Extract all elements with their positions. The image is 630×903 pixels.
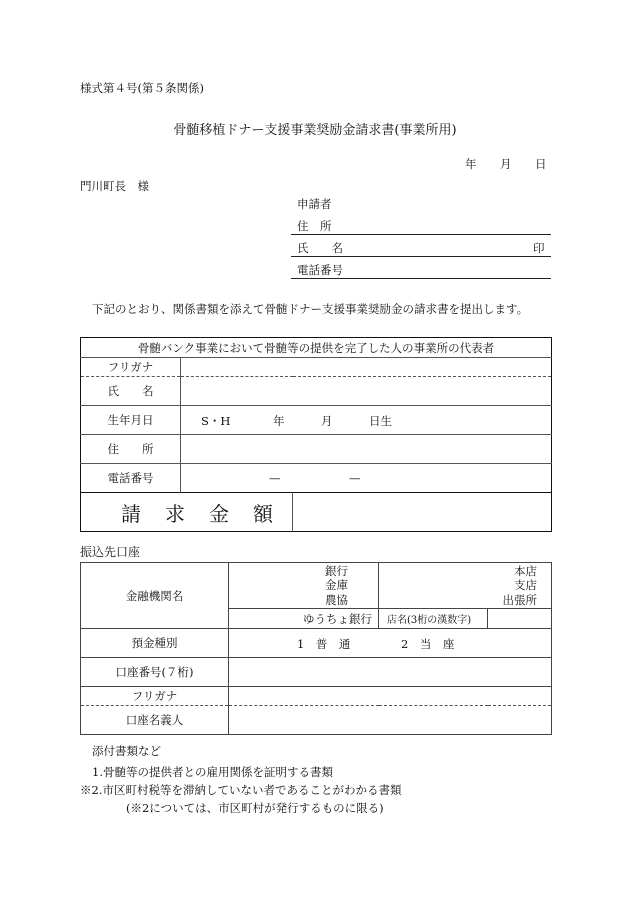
applicant-address-label: 住 所 [297,219,332,233]
phone-separator-1: — [269,471,281,485]
rep-birth-field[interactable] [181,406,552,435]
page-title: 骨髄移植ドナー支援事業奨励金請求書(事業所用) [173,123,457,138]
deposit-opt-ordinary[interactable]: 1 普 通 [297,637,351,651]
branch-branch: 支店 [514,578,537,593]
branch-type-field[interactable] [379,563,552,609]
attachment-item-1: 1.骨髄等の提供者との雇用関係を証明する書類 [92,765,333,779]
rep-phone-field[interactable] [181,464,552,493]
birth-month: 月 [321,414,333,428]
date-month: 月 [500,157,512,171]
birth-era: S・H [201,414,231,428]
body-text: 下記のとおり、関係書類を添えて骨髄ドナー支援事業奨励金の請求書を提出します。 [92,302,529,316]
birth-day: 日生 [369,414,392,428]
claim-amount-label: 請 求 金 額 [81,493,293,532]
bank-section-title: 振込先口座 [80,545,141,559]
date-day: 日 [535,157,547,171]
addressee: 門川町長 様 [80,179,149,193]
institution-label: 金融機関名 [81,563,229,629]
deposit-opt-current[interactable]: 2 当 座 [401,637,455,651]
rep-furigana-field[interactable] [181,358,552,377]
applicant-name-label: 氏 名 [297,241,343,255]
institution-type-field[interactable] [229,563,379,609]
applicant-name-line [291,256,551,257]
type-bank: 銀行 [325,563,348,578]
type-nokyo: 農協 [325,592,348,607]
account-holder-label: 口座名義人 [81,706,229,735]
type-shinkin: 金庫 [325,578,348,593]
form-number: 様式第４号(第５条関係) [80,81,204,95]
rep-furigana-label: フリガナ [81,358,181,377]
store-name-field[interactable] [488,609,552,629]
holder-furigana-label: フリガナ [81,687,229,706]
account-number-field[interactable] [229,658,552,687]
attachment-note: (※2については、市区町村が発行するものに限る) [126,801,384,815]
deposit-type-label: 預金種別 [81,629,229,658]
account-number-label: 口座番号(７桁) [81,658,229,687]
rep-name-field[interactable] [181,377,552,406]
date-year: 年 [465,157,477,171]
rep-address-label: 住 所 [81,435,181,464]
attachment-item-2: ※2.市区町村税等を滞納していない者であることがわかる書類 [80,783,402,797]
rep-table-header: 骨髄バンク事業において骨髄等の提供を完了した人の事業所の代表者 [137,340,495,355]
rep-birth-label: 生年月日 [81,406,181,435]
rep-address-field[interactable] [181,435,552,464]
bank-table [80,562,552,735]
phone-separator-2: — [349,471,361,485]
claim-amount-field[interactable] [293,493,552,532]
applicant-phone-line [291,278,551,279]
store-name-label: 店名(3桁の漢数字) [379,609,488,629]
rep-name-label: 氏 名 [81,377,181,406]
deposit-type-field[interactable] [229,629,552,658]
attachments-heading: 添付書類など [92,744,161,758]
applicant-address-line [291,234,551,235]
account-holder-field[interactable] [229,706,552,735]
holder-furigana-field[interactable] [229,687,552,706]
branch-head: 本店 [514,563,537,578]
birth-year: 年 [273,414,285,428]
applicant-phone-label: 電話番号 [297,263,343,277]
rep-phone-label: 電話番号 [81,464,181,493]
representative-table [80,337,552,532]
seal-mark: 印 [533,241,545,255]
applicant-heading: 申請者 [297,197,332,211]
branch-sub: 出張所 [502,592,537,607]
yucho-label: ゆうちょ銀行 [229,609,379,629]
